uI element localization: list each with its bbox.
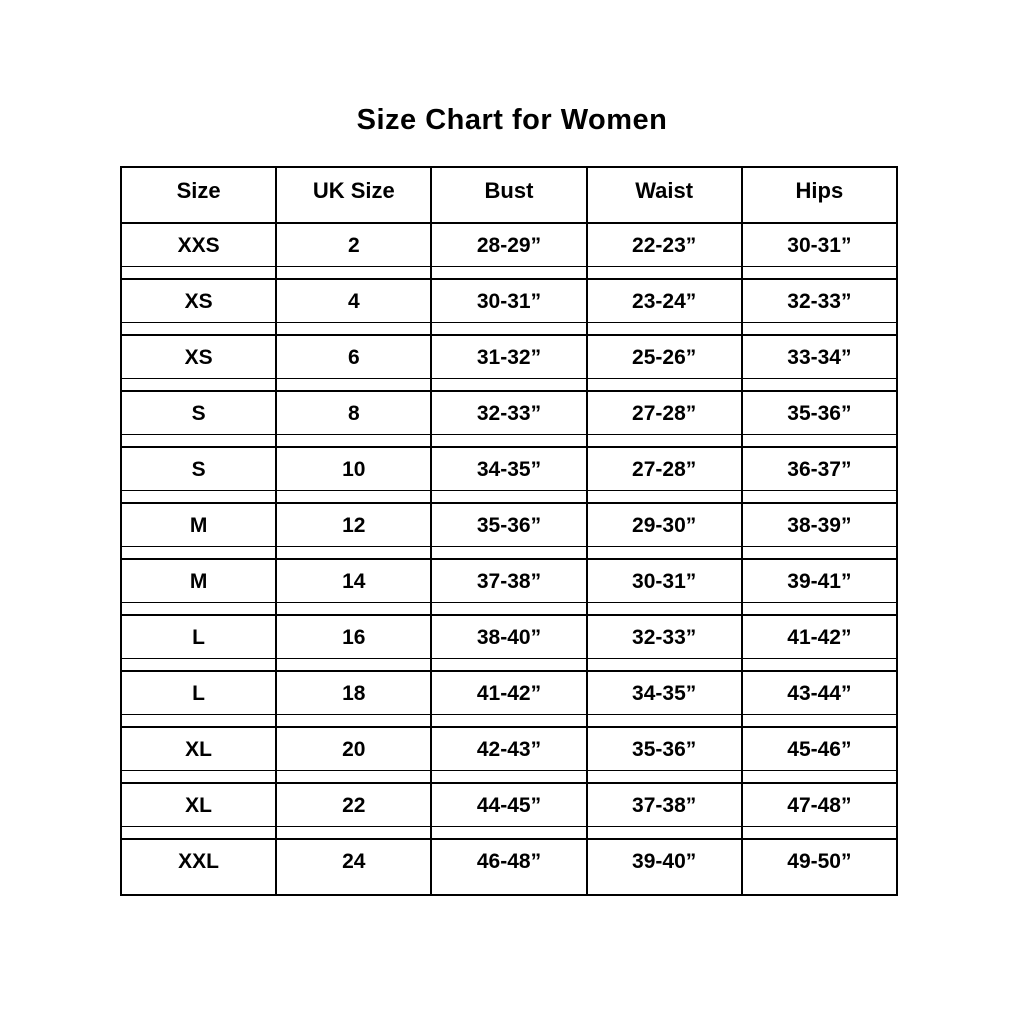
table-cell: 43-44” [742, 671, 897, 727]
table-cell: M [121, 559, 276, 615]
table-row [121, 671, 897, 727]
table-cell: 29-30” [587, 503, 742, 559]
table-cell: 37-38” [587, 783, 742, 839]
column-header-bust: Bust [431, 167, 586, 223]
table-row [121, 447, 897, 503]
table-row [121, 503, 897, 559]
table-cell: 22 [276, 783, 431, 839]
table-cell: 6 [276, 335, 431, 391]
table-cell: XXL [121, 839, 276, 895]
table-cell: 35-36” [587, 727, 742, 783]
table-cell: 30-31” [431, 279, 586, 335]
table-cell: 25-26” [587, 335, 742, 391]
column-header-waist: Waist [587, 167, 742, 223]
table-cell: S [121, 447, 276, 503]
table-cell: 38-40” [431, 615, 586, 671]
table-cell: M [121, 503, 276, 559]
table-cell: 39-41” [742, 559, 897, 615]
table-cell: 24 [276, 839, 431, 895]
table-row [121, 727, 897, 783]
table-cell: S [121, 391, 276, 447]
table-body [121, 223, 897, 895]
table-cell: 45-46” [742, 727, 897, 783]
table-cell: 41-42” [742, 615, 897, 671]
table-cell: 34-35” [587, 671, 742, 727]
table-cell: 38-39” [742, 503, 897, 559]
table-cell: XL [121, 727, 276, 783]
table-row [121, 615, 897, 671]
table-row [121, 839, 897, 895]
table-cell: 20 [276, 727, 431, 783]
table-cell: XS [121, 279, 276, 335]
table-cell: 30-31” [742, 223, 897, 279]
column-header-hips: Hips [742, 167, 897, 223]
table-cell: 18 [276, 671, 431, 727]
table-cell: 27-28” [587, 391, 742, 447]
table-cell: 12 [276, 503, 431, 559]
table-cell: 31-32” [431, 335, 586, 391]
table-cell: 32-33” [587, 615, 742, 671]
table-cell: 2 [276, 223, 431, 279]
table-cell: 49-50” [742, 839, 897, 895]
column-header-uk-size: UK Size [276, 167, 431, 223]
size-chart-table [120, 166, 898, 896]
table-cell: 37-38” [431, 559, 586, 615]
table-cell: 22-23” [587, 223, 742, 279]
table-cell: 4 [276, 279, 431, 335]
table-cell: 35-36” [431, 503, 586, 559]
table-header [121, 167, 897, 223]
table-cell: 32-33” [431, 391, 586, 447]
table-cell: 41-42” [431, 671, 586, 727]
table-cell: XL [121, 783, 276, 839]
table-cell: 23-24” [587, 279, 742, 335]
table-cell: 16 [276, 615, 431, 671]
table-row [121, 223, 897, 279]
table-cell: XS [121, 335, 276, 391]
table-cell: 8 [276, 391, 431, 447]
table-cell: 42-43” [431, 727, 586, 783]
table-cell: 44-45” [431, 783, 586, 839]
table-row [121, 559, 897, 615]
table-cell: 27-28” [587, 447, 742, 503]
table-cell: 30-31” [587, 559, 742, 615]
table-cell: 35-36” [742, 391, 897, 447]
table-row [121, 391, 897, 447]
table-row [121, 335, 897, 391]
page-title: Size Chart for Women [356, 104, 668, 136]
table-row [121, 783, 897, 839]
table-cell: 46-48” [431, 839, 586, 895]
table-cell: L [121, 615, 276, 671]
table-cell: 39-40” [587, 839, 742, 895]
table-cell: 28-29” [431, 223, 586, 279]
header-row [121, 167, 897, 223]
table-cell: XXS [121, 223, 276, 279]
table-cell: 34-35” [431, 447, 586, 503]
table-cell: L [121, 671, 276, 727]
table-cell: 33-34” [742, 335, 897, 391]
table-cell: 10 [276, 447, 431, 503]
table-cell: 47-48” [742, 783, 897, 839]
table-cell: 36-37” [742, 447, 897, 503]
table-row [121, 279, 897, 335]
table-cell: 32-33” [742, 279, 897, 335]
column-header-size: Size [121, 167, 276, 223]
table-cell: 14 [276, 559, 431, 615]
